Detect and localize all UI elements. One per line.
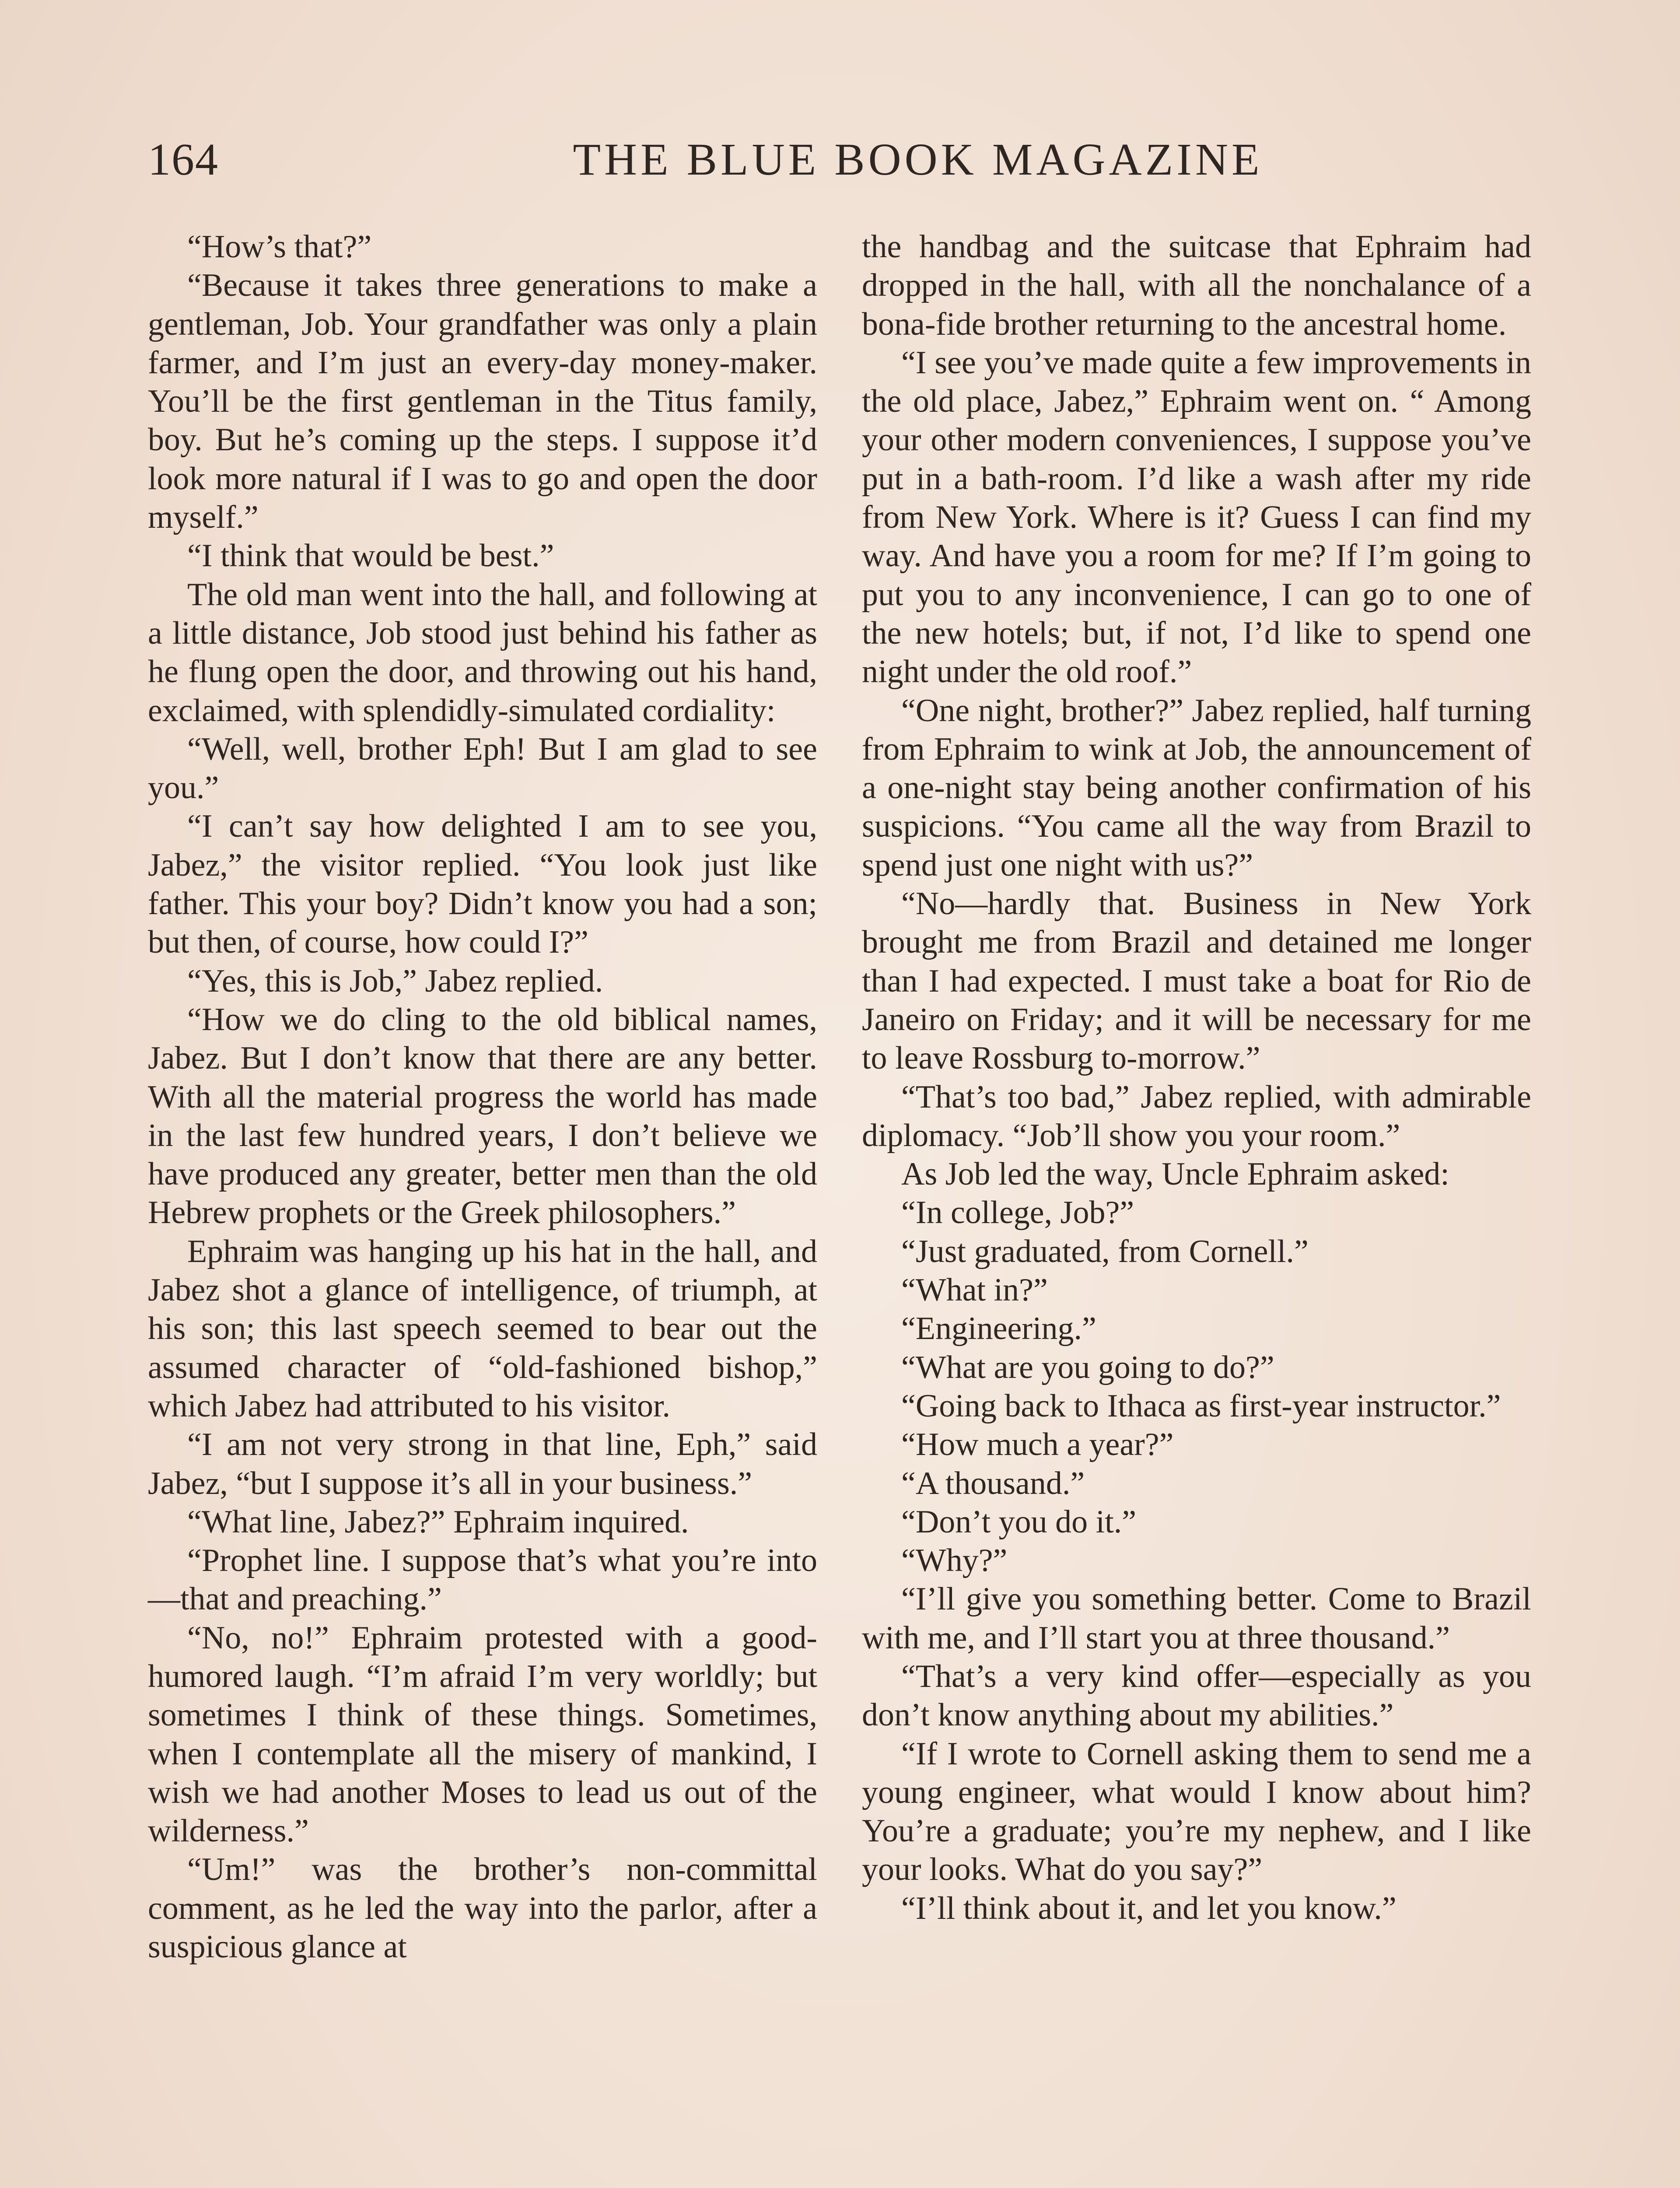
paragraph: “How much a year?” <box>901 1427 1174 1463</box>
paragraph: “That’s too bad,” Jabez replied, with admirable diplomacy. “Job’ll show you your room.” <box>862 1079 1531 1154</box>
paragraph: Ephraim was hanging up his hat in the hall, and Jabez shot a glance of intelligence, of triumph, at his son; this last speech seemed to bear out the assumed character of “old-fashioned bishop,” which Jabez had attributed to his visitor. <box>148 1233 817 1424</box>
paragraph: “I can’t say how delighted I am to see you, Jabez,” the visitor replied. “You look just like father. This your boy? Didn’t know you had a son; but then, of course, how could I?” <box>148 808 817 961</box>
paragraph: “Why?” <box>901 1543 1008 1579</box>
paragraph: “Well, well, brother Eph! But I am glad to see you.” <box>148 731 817 806</box>
page-number: 164 <box>148 134 219 185</box>
paragraph: “In college, Job?” <box>901 1195 1134 1231</box>
paragraph: “One night, brother?” Jabez replied, half turning from Ephraim to wink at Job, the announcement of a one-night stay being another confirmation of his suspicions. “You came all the way from Brazil to spend just one night with us?” <box>862 692 1531 883</box>
paragraph: “What in?” <box>901 1272 1048 1308</box>
paragraph: “That’s a very kind offer—especially as you don’t know anything about my abilities.” <box>862 1658 1531 1733</box>
paragraph: “I’ll give you something better. Come to Brazil with me, and I’ll start you at three thousand.” <box>862 1581 1531 1656</box>
paragraph: “No, no!” Ephraim protested with a good-humored laugh. “I’m afraid I’m very worldly; but sometimes I think of these things. Sometimes, when I contemplate all the misery of mankind, I wish we had another Moses to lead us out of the wilderness.” <box>148 1620 817 1849</box>
paragraph: “Just graduated, from Cornell.” <box>901 1233 1309 1269</box>
paragraph: “What are you going to do?” <box>901 1349 1274 1385</box>
paragraph: “Because it takes three generations to make a gentleman, Job. Your grandfather was only a plain farmer, and I’m just an every-day money-maker. You’ll be the first gentleman in the Titus family, boy. But he’s coming up the steps. I suppose it’d look more natural if I was to go and open the door myself.” <box>148 267 817 536</box>
page-header <box>148 127 1539 193</box>
paragraph: “If I wrote to Cornell asking them to send me a young engineer, what would I know about him? You’re a graduate; you’re my nephew, and I like your looks. What do you say?” <box>862 1736 1531 1888</box>
magazine-title: THE BLUE BOOK MAGAZINE <box>573 134 1263 185</box>
paragraph: “A thousand.” <box>901 1465 1085 1501</box>
paragraph: “I am not very strong in that line, Eph,” said Jabez, “but I suppose it’s all in your business.” <box>148 1427 817 1501</box>
paragraph: “Yes, this is Job,” Jabez replied. <box>187 963 603 999</box>
paragraph: “Prophet line. I suppose that’s what you’re into—that and preaching.” <box>148 1543 817 1617</box>
paragraph: “How we do cling to the old biblical names, Jabez. But I don’t know that there are any better. With all the material progress the world has made in the last few hundred years, I don’t believe we have produced any greater, better men than the old Hebrew prophets or the Greek philosophers.” <box>148 1001 817 1231</box>
paragraph: “Don’t you do it.” <box>901 1504 1137 1540</box>
right-column <box>862 228 1531 1928</box>
paragraph: The old man went into the hall, and following at a little distance, Job stood just behind his father as he flung open the door, and throwing out his hand, exclaimed, with splendidly-simulated cordiality: <box>148 576 817 729</box>
paragraph: “Going back to Ithaca as first-year instructor.” <box>901 1388 1501 1424</box>
paragraph: “I’ll think about it, and let you know.” <box>901 1890 1396 1926</box>
paragraph: “No—hardly that. Business in New York brought me from Brazil and detained me longer than I had expected. I must take a boat for Rio de Janeiro on Friday; and it will be necessary for me to leave Rossburg to-morrow.” <box>862 886 1531 1076</box>
paragraph: “I think that would be best.” <box>187 538 554 574</box>
paragraph: “What line, Jabez?” Ephraim inquired. <box>187 1504 689 1540</box>
paragraph: “Engineering.” <box>901 1311 1096 1347</box>
paragraph: “How’s that?” <box>187 229 372 265</box>
paragraph: As Job led the way, Uncle Ephraim asked: <box>901 1156 1449 1192</box>
left-column <box>148 228 817 1966</box>
paragraph: “I see you’ve made quite a few improvements in the old place, Jabez,” Ephraim went on. “ Among your other modern conveniences, I suppose you’ve put in a bath-room. I’d like a wash after my ride from New York. Where is it? Guess I can find my way. And have you a room for me? If I’m going to put you to any inconvenience, I can go to one of the new hotels; but, if not, I’d like to spend one night under the old roof.” <box>862 344 1531 690</box>
paragraph: “Um!” was the brother’s non-committal comment, as he led the way into the parlor, after a suspicious glance at <box>148 1851 817 1965</box>
paragraph-continued: the handbag and the suitcase that Ephraim had dropped in the hall, with all the nonchalance of a bona-fide brother returning to the ancestral home. <box>862 229 1531 342</box>
